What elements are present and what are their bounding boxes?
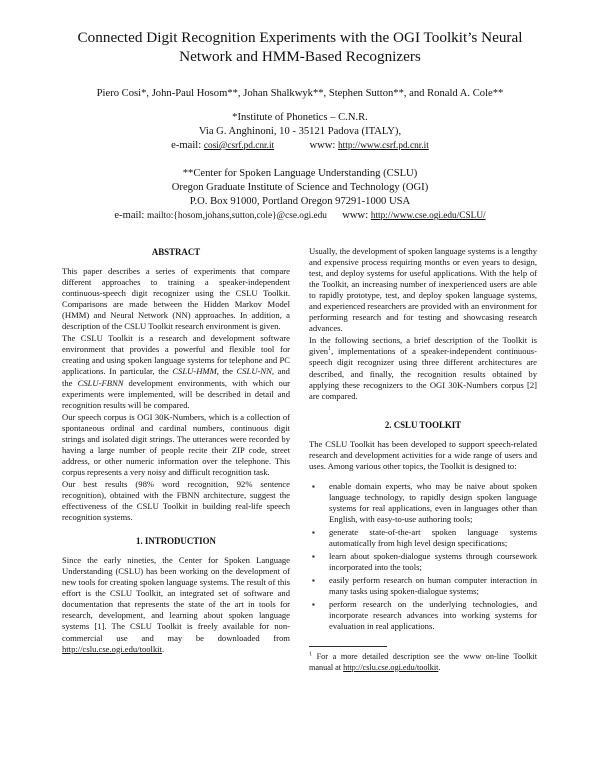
abstract-paragraph-2: The CSLU Toolkit is a research and development software environment that provides a powerful and flexible tool for creating and using spoken language systems for telephone and PC applications. In particular, the CSLU-HMM, the CSLU-NN, and the CSLU-FBNN development environments, with which our experiments were implemented, will be described in detail and recognition results will be compared. <box>62 333 290 410</box>
abstract-paragraph-3: Our speech corpus is OGI 30K-Numbers, which is a collection of spontaneous ordinal and cardinal numbers, continuous digit strings and isolated digit strings. The utterances were recorded by having a large number of people recite their ZIP code, street address, or other numeric information over the telephone. This corpus represents a very noisy and difficult recognition task. <box>62 411 290 477</box>
intro-paragraph-3: In the following sections, a brief description of the Toolkit is given$^1$, implementations of a speaker-independent continuous-speech digit recognizer using three different architectures are described, and finally, the recognition results obtained by applying these recognizers to the OGI 30K-Numbers corpus [2] are compared. <box>309 335 537 401</box>
bullet-icon: ▪ <box>312 481 315 491</box>
list-item: ▪ learn about spoken-dialogue systems through coursework incorporated into the tools; <box>312 551 537 573</box>
title-line-2: Network and HMM-Based Recognizers <box>179 48 421 65</box>
toolkit-download-link[interactable]: http://cslu.cse.ogi.edu/toolkit <box>62 643 163 654</box>
right-column <box>309 246 537 673</box>
www-label: www: <box>309 140 336 151</box>
paper-title <box>40 28 560 66</box>
abstract-heading: ABSTRACT <box>151 247 201 257</box>
toolkit-paragraph: The CSLU Toolkit has been developed to support speech-related research and development activities for a wide range of users and uses. Among various other topics, the Toolkit is designed to: <box>309 438 537 471</box>
affiliation-1-institute: *Institute of Phonetics – C.N.R. <box>232 112 368 123</box>
email-link[interactable]: mailto:{hosom,johans,sutton,cole}@cse.ogi.edu <box>147 211 327 221</box>
affiliation-1-address: Via G. Anghinoni, 10 - 35121 Padova (ITALY), <box>198 126 402 137</box>
list-item: ▪ perform research on the underlying technologies, and incorporate research advances into working systems for evaluation in real applications. <box>312 599 537 632</box>
cslu-hmm-term: CSLU-HMM <box>172 366 217 377</box>
abstract-paragraph-1: This paper describes a series of experiments that compare different approaches to training a speaker-independent continuous-speech digit recognizer using the CSLU Toolkit. Comparisons are made between the Hidden Markov Model (HMM) and Neural Network (NN) approaches. In addition, a description of the CSLU Toolkit research environment is given. <box>62 266 290 332</box>
abstract-paragraph-4: Our best results (98% word recognition, 92% sentence recognition), obtained with the FBNN architecture, suggest the effectiveness of the CSLU Toolkit in building real-life speech recognition systems. <box>62 478 290 523</box>
author-list: Piero Cosi*, John-Paul Hosom**, Johan Shalkwyk**, Stephen Sutton**, and Ronald A. Cole** <box>96 88 504 99</box>
bullet-icon: ▪ <box>312 576 315 586</box>
cslu-fbnn-term: CSLU-FBNN <box>77 377 124 388</box>
affiliation-1-contact <box>20 139 580 153</box>
title-line-1: Connected Digit Recognition Experiments with the OGI Toolkit’s Neural <box>77 29 523 46</box>
footnote-divider <box>309 646 387 647</box>
footnote-number: 1 <box>309 651 312 658</box>
www-label: www: <box>342 210 369 221</box>
intro-paragraph-2: Usually, the development of spoken language systems is a lengthy and expensive process requiring months or even years to design, test, and deploy systems for useful applications. With the help of the Toolkit, an increasing number of inexperienced users are able to rapidly prototype, test, and deploy spoken language systems, and experienced researchers are provided with an environment for performing research and for testing and showcasing research advances. <box>309 246 537 334</box>
footnote-ref[interactable]: 1 <box>328 346 332 353</box>
affiliation-2-center: **Center for Spoken Language Understanding (CSLU) <box>182 168 418 179</box>
list-item: ▪ generate state-of-the-art spoken language systems automatically from high level design specifications; <box>312 527 537 549</box>
affiliation-2 <box>20 167 580 223</box>
list-item: ▪ easily perform research on human computer interaction in many tasks using spoken-dialogue systems; <box>312 575 537 597</box>
toolkit-section-heading: 2. CSLU TOOLKIT <box>384 419 462 430</box>
introduction-paragraph: Since the early nineties, the Center for Spoken Language Understanding (CSLU) has been working on the development of new tools for creating spoken language systems. The result of this effort is the CSLU Toolkit, an integrated set of software and documentation that represents the state of the art in tools for research, development, and learning about spoken language systems [1]. The CSLU Toolkit is freely available for non-commercial use and may be downloaded from http://cslu.cse.ogi.edu/toolkit. <box>62 555 290 654</box>
toolkit-manual-link[interactable]: http://cslu.cse.ogi.edu/toolkit <box>343 662 439 672</box>
email-label: e-mail: <box>171 140 202 151</box>
bullet-icon: ▪ <box>312 600 315 610</box>
www-link[interactable]: http://www.csrf.pd.cnr.it <box>338 141 429 151</box>
affiliation-2-address: P.O. Box 91000, Portland Oregon 97291-1000 USA <box>189 196 411 207</box>
introduction-heading: 1. INTRODUCTION <box>136 536 216 547</box>
left-column <box>62 247 290 656</box>
affiliation-1 <box>20 111 580 153</box>
bullet-icon: ▪ <box>312 552 315 562</box>
email-link[interactable]: cosi@csrf.pd.cnr.it <box>203 141 275 151</box>
affiliation-2-institute: Oregon Graduate Institute of Science and Technology (OGI) <box>171 182 429 193</box>
email-label: e-mail: <box>114 210 145 221</box>
list-item: ▪ enable domain experts, who may be naive about spoken language technology, to rapidly design spoken language systems for real applications, even in languages other than English, with easy-to-use authoring tools; <box>312 480 537 524</box>
www-link[interactable]: http://www.cse.ogi.edu/CSLU/ <box>370 211 486 221</box>
cslu-nn-term: CSLU-NN <box>236 366 272 377</box>
toolkit-goals-list <box>309 481 537 633</box>
bullet-icon: ▪ <box>312 528 315 538</box>
footnote: $^1$ For a more detailed description see the www on-line Toolkit manual at http://cslu.cse.ogi.edu/toolkit. <box>309 651 537 672</box>
affiliation-2-contact <box>20 209 580 223</box>
